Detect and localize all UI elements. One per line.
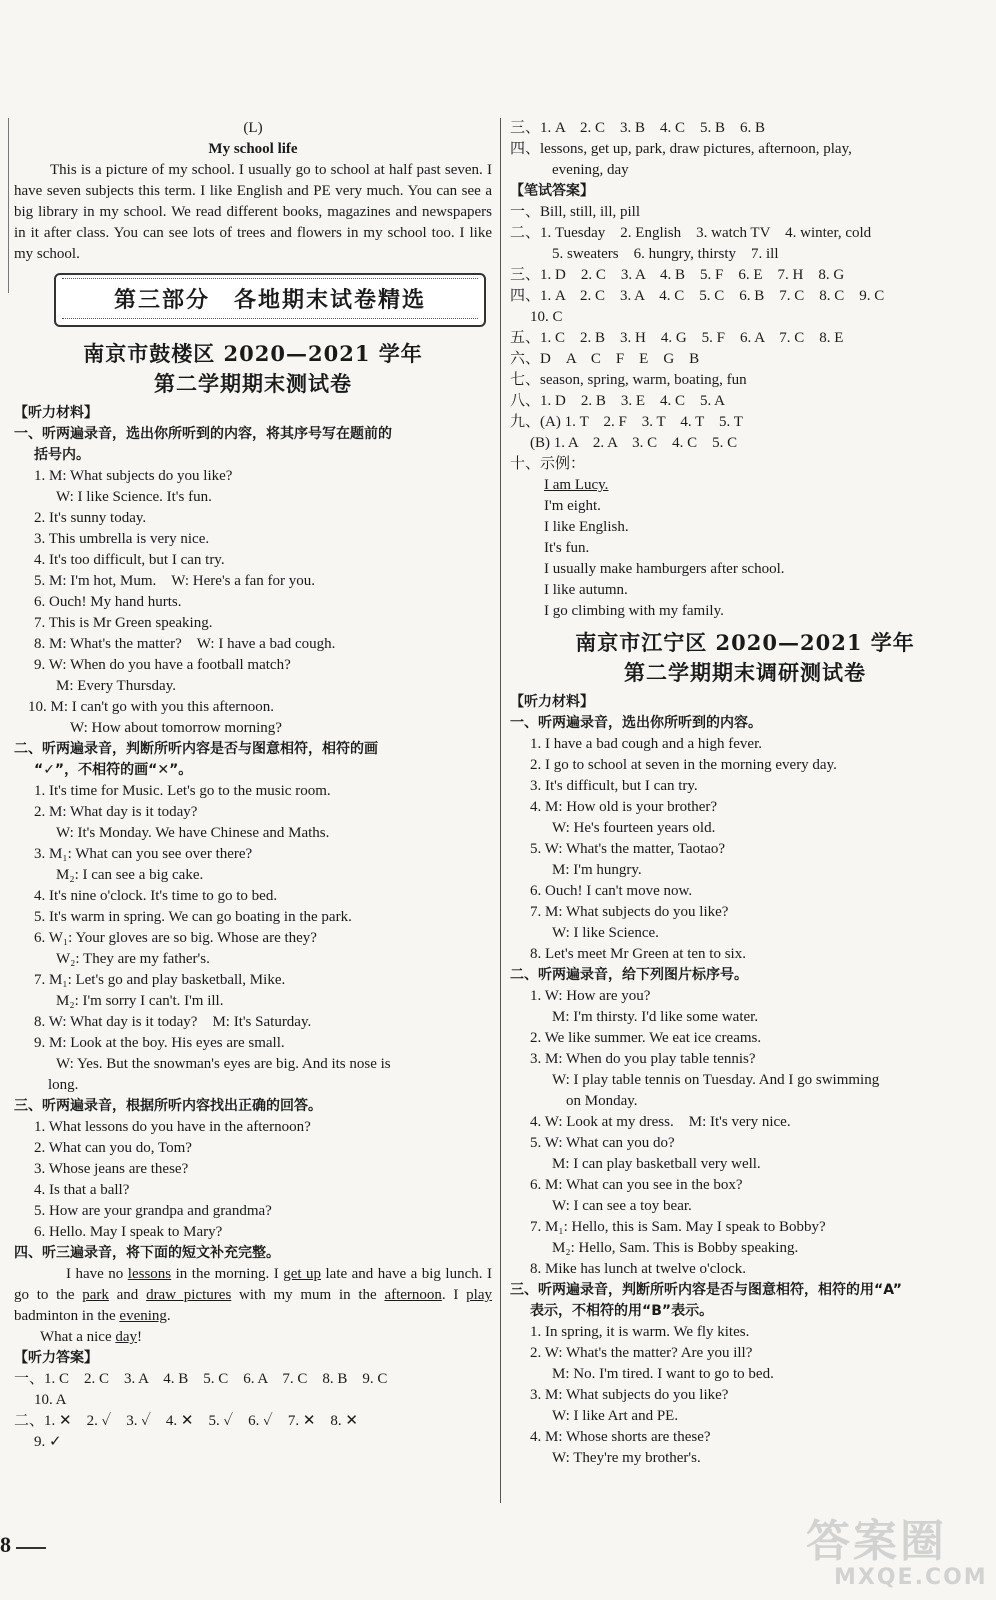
answer-line: 10. C [530, 309, 563, 325]
answer-line: 二、1. Tuesday 2. English 3. watch TV 4. winter, cold [510, 225, 872, 241]
answer-line: evening, day [552, 162, 629, 178]
cloze-answer: get up [283, 1266, 322, 1282]
l-s2-line: 6. W₁: Your gloves are so big. Whose are they? [34, 930, 317, 946]
section-3-header-a: 三、听两遍录音，判断所听内容是否与图意相符，相符的用“A” [510, 1282, 902, 1298]
r-s2-line: 6. M: What can you see in the box? [530, 1177, 743, 1193]
l-s1-line: 4. It's too difficult, but I can try. [34, 552, 225, 568]
answer-line: 一、Bill, still, ill, pill [510, 204, 641, 220]
r-s2-line: W: I play table tennis on Tuesday. And I go swimming [552, 1072, 880, 1088]
answer-line: 二、1. ✕ 2. ✓ 3. ✓ 4. ✕ 5. ✓ 6. ✓ 7. ✕ 8. ✕ [14, 1413, 358, 1429]
r-s3-line: 3. M: What subjects do you like? [530, 1387, 729, 1403]
r-s3-line: 2. W: What's the matter? Are you ill? [530, 1345, 753, 1361]
cloze-answer: park [82, 1287, 109, 1303]
l-s2-line: 7. M₁: Let's go and play basketball, Mike. [34, 972, 286, 988]
watermark-url: MXQE.COM [834, 1565, 988, 1590]
example-line: I go climbing with my family. [544, 603, 724, 619]
example-line: I am Lucy. [544, 477, 609, 493]
l-s3-line: 5. How are your grandpa and grandma? [34, 1203, 272, 1219]
l-s2-line: 2. M: What day is it today? [34, 804, 198, 820]
answer-line: 八、1. D 2. B 3. E 4. C 5. A [510, 393, 726, 409]
section-2-header: 二、听两遍录音，给下列图片标序号。 [510, 967, 748, 983]
l-s2-line: 1. It's time for Music. Let's go to the music room. [34, 783, 331, 799]
passage-title: My school life [208, 141, 298, 157]
right-column [510, 118, 980, 1469]
cloze-text: and [108, 1287, 147, 1303]
banner-title: 第三部分 各地期末试卷精选 [113, 287, 426, 313]
r-s1-line: 7. M: What subjects do you like? [530, 904, 729, 920]
example-line: I like English. [544, 519, 629, 535]
l-s3-line: 4. Is that a ball? [34, 1182, 130, 1198]
r-s2-line: 2. We like summer. We eat ice creams. [530, 1030, 762, 1046]
answer-line: 10. A [34, 1392, 67, 1408]
l-s1-line: 8. M: What's the matter? W: I have a bad cough. [34, 636, 336, 652]
cloze-answer: draw pictures [146, 1287, 232, 1303]
cloze-text: . [166, 1308, 171, 1324]
r-s2-line: 3. M: When do you play table tennis? [530, 1051, 756, 1067]
r-s1-line: W: He's fourteen years old. [552, 820, 716, 836]
r-s2-line: 7. M₁: Hello, this is Sam. May I speak to Bobby? [530, 1219, 826, 1235]
section-4-header: 四、听三遍录音，将下面的短文补充完整。 [14, 1245, 280, 1261]
cloze-text: I have no [66, 1266, 128, 1282]
r-s3-line: W: I like Art and PE. [552, 1408, 679, 1424]
r-s2-line: on Monday. [566, 1093, 638, 1109]
r-s1-line: 6. Ouch! I can't move now. [530, 883, 693, 899]
passage-label: (L) [243, 120, 263, 136]
example-line: I'm eight. [544, 498, 601, 514]
section-2-header-a: 二、听两遍录音，判断所听内容是否与图意相符，相符的画 [14, 741, 378, 757]
test-title-line-2: 第二学期期末测试卷 [154, 371, 352, 396]
answer-line: 九、(A) 1. T 2. F 3. T 4. T 5. T [510, 414, 743, 430]
cloze-passage [14, 1264, 492, 1327]
r-s2-line: M: I'm thirsty. I'd like some water. [552, 1009, 759, 1025]
cloze-text: . I [441, 1287, 467, 1303]
r-s2-line: 8. Mike has lunch at twelve o'clock. [530, 1261, 746, 1277]
cloze-text: What a nice [40, 1329, 116, 1345]
answer-line: 三、1. D 2. C 3. A 4. B 5. F 6. E 7. H 8. G [510, 267, 845, 283]
answer-line: 四、1. A 2. C 3. A 4. C 5. C 6. B 7. C 8. C 9. C [510, 288, 885, 304]
r-s2-line: M₂: Hello, Sam. This is Bobby speaking. [552, 1240, 799, 1256]
watermark-text: 答案圈 [806, 1516, 947, 1567]
r-s3-line: 1. In spring, it is warm. We fly kites. [530, 1324, 750, 1340]
l-s2-line: W: It's Monday. We have Chinese and Maths. [56, 825, 330, 841]
test-title-line-2: 第二学期期末调研测试卷 [624, 660, 866, 685]
r-s3-line: M: No. I'm tired. I want to go to bed. [552, 1366, 774, 1382]
l-s2-line: 9. M: Look at the boy. His eyes are small. [34, 1035, 285, 1051]
l-s2-line: long. [48, 1077, 79, 1093]
test-title-line-1: 南京市江宁区 2020—2021 学年 [575, 630, 915, 655]
left-column [14, 118, 492, 1453]
l-s2-line: M₂: I can see a big cake. [56, 867, 204, 883]
l-s2-line: 5. It's warm in spring. We can go boating in the park. [34, 909, 352, 925]
l-s1-line: 3. This umbrella is very nice. [34, 531, 210, 547]
section-3-header: 三、听两遍录音，根据所听内容找出正确的回答。 [14, 1098, 322, 1114]
left-margin-rule [8, 118, 9, 293]
r-s1-line: 4. M: How old is your brother? [530, 799, 718, 815]
r-s2-line: 5. W: What can you do? [530, 1135, 675, 1151]
answer-line: 5. sweaters 6. hungry, thirsty 7. ill [552, 246, 779, 262]
page-number: 8 [0, 1532, 11, 1557]
cloze-text: with my mum in the [231, 1287, 385, 1303]
cloze-answer: day [115, 1329, 138, 1345]
section-3-header-b: 表示，不相符的用“B”表示。 [530, 1303, 714, 1319]
cloze-answer: lessons [127, 1266, 172, 1282]
cloze-answer: play [466, 1287, 492, 1303]
l-s1-line: W: I like Science. It's fun. [56, 489, 212, 505]
answer-line: 一、1. C 2. C 3. A 4. B 5. C 6. A 7. C 8. B 9. C [14, 1371, 388, 1387]
answer-line: 五、1. C 2. B 3. H 4. G 5. F 6. A 7. C 8. E [510, 330, 844, 346]
answer-line: 9. ✓ [34, 1434, 62, 1450]
l-s1-line: M: Every Thursday. [56, 678, 176, 694]
r-s1-line: M: I'm hungry. [552, 862, 642, 878]
r-s1-line: 8. Let's meet Mr Green at ten to six. [530, 946, 746, 962]
cloze-text: ! [137, 1329, 143, 1345]
cloze-text: in the morning. I [171, 1266, 284, 1282]
r-s1-line: 1. I have a bad cough and a high fever. [530, 736, 762, 752]
r-s2-line: 4. W: Look at my dress. M: It's very nice. [530, 1114, 791, 1130]
answer-line: 十、示例： [510, 456, 586, 472]
section-1-header-a: 一、听两遍录音，选出你所听到的内容，将其序号写在题前的 [14, 426, 392, 442]
l-s3-line: 3. Whose jeans are these? [34, 1161, 189, 1177]
r-s2-line: 1. W: How are you? [530, 988, 651, 1004]
r-s3-line: 4. M: Whose shorts are these? [530, 1429, 711, 1445]
l-s3-line: 6. Hello. May I speak to Mary? [34, 1224, 223, 1240]
section-1-header-b: 括号内。 [34, 447, 90, 463]
watermark-logo [806, 1505, 988, 1593]
section-2-header-b: “✓”，不相符的画“✕”。 [34, 762, 193, 778]
l-s1-line: 5. M: I'm hot, Mum. W: Here's a fan for you. [34, 573, 316, 589]
page-number-rule [16, 1547, 46, 1549]
answer-line: 七、season, spring, warm, boating, fun [510, 372, 747, 388]
l-s1-line: 9. W: When do you have a football match? [34, 657, 291, 673]
written-answers-heading: 【笔试答案】 [510, 183, 594, 199]
answer-line: 六、D A C F E G B [510, 351, 700, 367]
example-line: I usually make hamburgers after school. [544, 561, 785, 577]
test-title-line-1: 南京市鼓楼区 2020—2021 学年 [83, 341, 423, 366]
l-s1-line: 7. This is Mr Green speaking. [34, 615, 213, 631]
cloze-answer: evening [119, 1308, 167, 1324]
part-three-banner [54, 273, 486, 327]
listening-material-heading: 【听力材料】 [14, 405, 98, 421]
l-s2-line: 8. W: What day is it today? M: It's Saturday. [34, 1014, 312, 1030]
l-s2-line: W₂: They are my father's. [56, 951, 210, 967]
cloze-last-line [14, 1327, 492, 1348]
l-s1-line: 6. Ouch! My hand hurts. [34, 594, 182, 610]
section-1-header: 一、听两遍录音，选出你所听到的内容。 [510, 715, 762, 731]
r-s2-line: W: I can see a toy bear. [552, 1198, 692, 1214]
cloze-text: late and have a big lunch. I go to the [14, 1266, 492, 1303]
r-s3-line: W: They're my brother's. [552, 1450, 701, 1466]
example-line: It's fun. [544, 540, 590, 556]
cloze-answer: afternoon [384, 1287, 442, 1303]
passage-text: This is a picture of my school. I usually go to school at half past seven. I have seven subjects this term. I like English and PE very much. You can see a big library in my school. We read different books, magazines and newspapers in it after class. You can see lots of trees and flowers in my school too. I like my school. [14, 162, 492, 262]
r-s1-line: 3. It's difficult, but I can try. [530, 778, 698, 794]
answer-line: 三、1. A 2. C 3. B 4. C 5. B 6. B [510, 120, 766, 136]
l-s2-line: 4. It's nine o'clock. It's time to go to bed. [34, 888, 278, 904]
l-s1-line: 2. It's sunny today. [34, 510, 147, 526]
l-s1-line: W: How about tomorrow morning? [70, 720, 282, 736]
l-s2-line: M₂: I'm sorry I can't. I'm ill. [56, 993, 224, 1009]
answer-line: 四、lessons, get up, park, draw pictures, afternoon, play, [510, 141, 852, 157]
l-s2-line: W: Yes. But the snowman's eyes are big. And its nose is [56, 1056, 391, 1072]
example-line: I like autumn. [544, 582, 628, 598]
listening-answers-heading: 【听力答案】 [14, 1350, 98, 1366]
r-s1-line: W: I like Science. [552, 925, 659, 941]
r-s2-line: M: I can play basketball very well. [552, 1156, 761, 1172]
listening-material-heading: 【听力材料】 [510, 694, 594, 710]
cloze-text: badminton in the [14, 1308, 120, 1324]
l-s1-line: 10. M: I can't go with you this afternoon. [28, 699, 274, 715]
answer-line: (B) 1. A 2. A 3. C 4. C 5. C [530, 435, 738, 451]
column-divider [500, 118, 501, 1503]
l-s1-line: 1. M: What subjects do you like? [34, 468, 233, 484]
l-s3-line: 1. What lessons do you have in the afternoon? [34, 1119, 311, 1135]
l-s3-line: 2. What can you do, Tom? [34, 1140, 192, 1156]
r-s1-line: 2. I go to school at seven in the morning every day. [530, 757, 837, 773]
r-s1-line: 5. W: What's the matter, Taotao? [530, 841, 726, 857]
l-s2-line: 3. M₁: What can you see over there? [34, 846, 253, 862]
